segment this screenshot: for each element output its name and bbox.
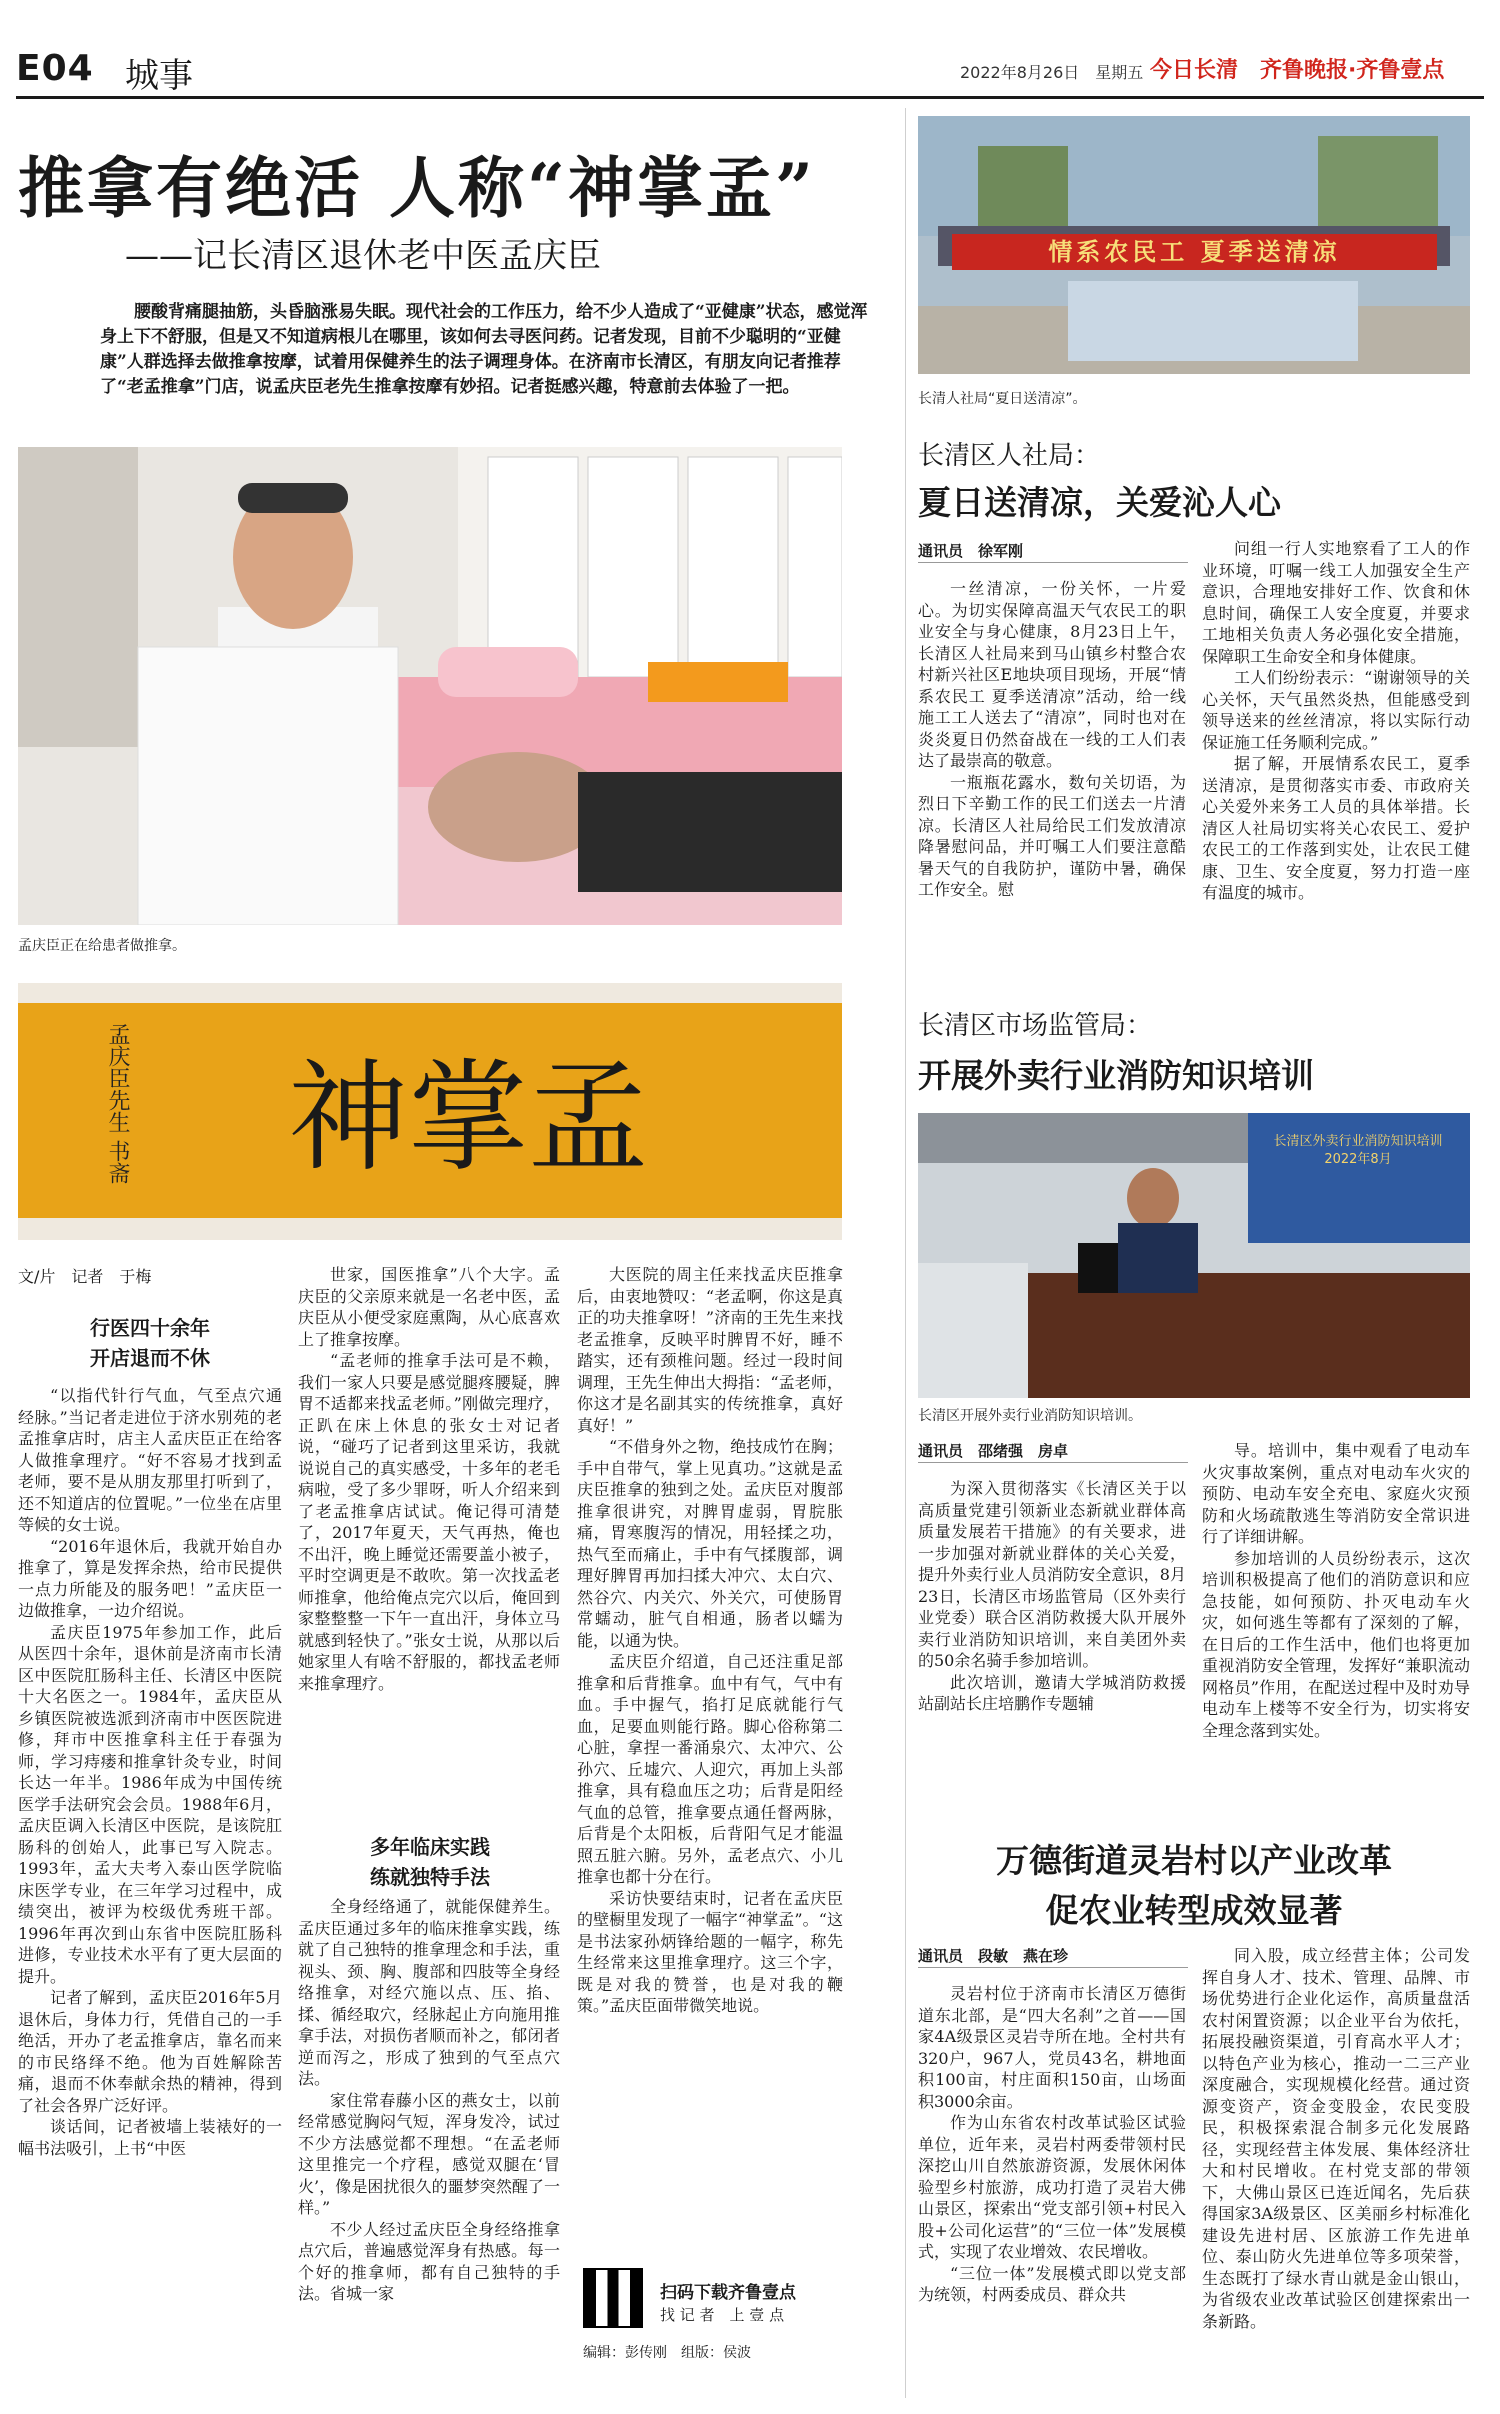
article2-kicker: 长清区市场监管局： [918,1011,1153,1041]
paragraph: 记者了解到，孟庆臣2016年5月退休后，身体力行，凭借自己的一手绝活，开办了老孟推拿店，靠名而来的市民络绎不绝。他为百姓解除苦痛，退而不休奉献余热的精神，得到了社会各界广泛好评。 [18,1988,282,2115]
article1-column-2 [1202,538,1470,968]
byline-rule [918,1967,1188,1968]
paragraph: 一丝清凉，一份关怀，一片爱心。为切实保障高温天气农民工的职业安全与身心健康，8月23日上午，长清区人社局来到马山镇乡村整合农村新兴社区E地块项目现场，开展“情系农民工 夏季送清凉”活动，给一线施工工人送去了“清凉”，同时也对在炎炎夏日仍然奋战在一线的工人们表达了最崇高的敬意。 [918,579,1186,770]
paragraph: 谈话间，记者被墙上装裱好的一幅书法吸引，上书“中医 [18,2117,282,2158]
article3-byline: 通讯员 段敏 燕在珍 [918,1947,1069,1965]
article2-byline: 通讯员 邵绪强 房卓 [918,1442,1069,1460]
paragraph: 作为山东省农村改革试验区试验单位，近年来，灵岩村两委带领村民深挖山川自然旅游资源，发展休闲体验型乡村旅游，成功打造了灵岩大佛山景区，探索出“党支部引领+村民入股+公司化运营”的“三位一体”发展模式，实现了农业增效、农民增收。 [918,2113,1186,2261]
column-divider [905,108,906,2398]
article2-headline: 开展外卖行业消防知识培训 [918,1056,1314,1095]
paragraph: 家住常春藤小区的燕女士，以前经常感觉胸闷气短，浑身发冷，试过不少方法感觉都不理想。“在孟老师这里推完一个疗程，感觉双腿在‘冒火’，像是困扰很久的噩梦突然醒了一样。” [298,2090,560,2217]
paragraph: 据了解，开展情系农民工，夏季送清凉，是贯彻落实市委、市政府关心关爱外来务工人员的具体举措。长清区人社局切实将关心农民工、爱护农民工的工作落到实处，让农民工健康、卫生、安全度夏，努力打造一座有温度的城市。 [1202,754,1470,902]
paragraph: 孟庆臣介绍道，自己还注重足部推拿和后背推拿。血中有气，气中有血。手中握气，掐打足底就能行气血，足要血则能行路。脚心俗称第二心脏，拿捏一番涌泉穴、太冲穴、公孙穴、丘墟穴、人迎穴，再加上头部推拿，具有稳血压之功；后背是阳经气血的总管，推拿要点通任督两脉，后背是个太阳板，后背阳气足才能温照五脏六腑。另外，孟老点穴、小儿推拿也都十分在行。 [577,1652,843,1886]
massage-photo [18,447,842,925]
article3-column-2 [1202,1945,1470,2403]
paragraph: 一瓶瓶花露水，数句关切语，为烈日下辛勤工作的民工们送去一片清凉。长清区人社局给民工们发放清凉降暑慰问品，并叮嘱工人们要注意酷暑天气的自我防护，谨防中暑，确保工作安全。慰 [918,772,1186,899]
main-headline: 推拿有绝活 人称“神掌孟” [18,149,816,227]
brand-logo: 今日长清 齐鲁晚报·齐鲁壹点 [1150,58,1445,83]
editor-credit: 编辑：彭传刚 组版：侯波 [583,2345,751,2361]
training-photo-caption: 长清区开展外卖行业消防知识培训。 [918,1408,1142,1424]
paragraph: 不少人经过孟庆臣全身经络推拿点穴后，普遍感觉浑身有热感。每一个好的推拿师，都有自己独特的手法。省城一家 [298,2219,560,2303]
paragraph: 参加培训的人员纷纷表示，这次培训积极提高了他们的消防意识和应急技能，如何预防、扑灭电动车火灾，如何逃生等都有了深刻的了解，在日后的工作生活中，他们也将更加重视消防安全管理，发挥好“兼职流动网格员”作用，在配送过程中及时劝导电动车上楼等不安全行为，切实将安全理念落到实处。 [1202,1548,1470,1740]
main-byline: 文/片 记者 于梅 [18,1267,152,1286]
article1-column-1 [918,578,1186,968]
training-photo [918,1113,1470,1398]
paragraph: 采访快要结束时，记者在孟庆臣的壁橱里发现了一幅字“神掌孟”。“这是书法家孙炳锋给题的一幅字，称先生经常来这里推拿理疗。这三个字，既是对我的赞誉，也是对我的鞭策。”孟庆臣面带微笑地说。 [577,1888,843,2015]
calligraphy-inscription: 孟庆臣先生 书斋 [105,1023,130,1184]
page-number: E04 [16,48,94,89]
paragraph: 同入股，成立经营主体；公司发挥自身人才、技术、管理、品牌、市场优势进行企业化运作，高质量盘活农村闲置资源；以企业平台为依托，拓展投融资渠道，引育高水平人才；以特色产业为核心，推动一二三产业深度融合，实现规模化经营。通过资源变资产，资金变股金，农民变股民，积极探索混合制多元化发展路径，实现经营主体发展、集体经济壮大和村民增收。在村党支部的带领下，大佛山景区已连近闻名，先后获得国家3A级景区、区美丽乡村标准化建设先进村居、区旅游工作先进单位、泰山防火先进单位等多项荣誉，生态既打了绿水青山就是金山银山，为省级农业改革试验区创建探索出一条新路。 [1202,1946,1470,2331]
paragraph: 灵岩村位于济南市长清区万德街道东北部，是“四大名刹”之首——国家4A级景区灵岩寺所在地。全村共有320户，967人，党员43名，耕地面积100亩，村庄面积150亩，山场面积3000余亩。 [918,1984,1186,2111]
paragraph: “三位一体”发展模式即以党支部为统领，村两委成员、群众共 [918,2263,1186,2304]
article1-headline: 夏日送清凉，关爱沁人心 [918,483,1281,522]
paragraph: “2016年退休后，我就开始自办推拿了，算是发挥余热，给市民提供一点力所能及的服务吧！”孟庆臣一边做推拿，一边介绍说。 [18,1536,282,1620]
paragraph: “不借身外之物，绝技成竹在胸；手中自带气，掌上见真功。”这就是孟庆臣推拿的独到之处。孟庆臣对腹部推拿很讲究，对脾胃虚弱，胃脘胀痛，胃寒腹泻的情况，用轻揉之功，热气至而痛止，手中有气揉腹部，调理好脾胃再加扫揉大冲穴、太白穴、然谷穴、内关穴、外关穴，可使肠胃常蠕动，脏气自相通，肠者以蠕为能，以通为快。 [577,1437,843,1650]
header-rule [16,96,1484,99]
qr-code-icon[interactable] [583,2268,643,2328]
calligraphy-photo [18,983,842,1240]
article3-column-1 [918,1983,1186,2403]
paragraph: 全身经络通了，就能保健养生。孟庆臣通过多年的临床推拿实践，练就了自己独特的推拿理念和手法，重视头、颈、胸、腹部和四肢等全身经络推拿，对经穴施以点、压、掐、揉、循经取穴，经脉起止方向施用推拿手法，对损伤者顺而补之，郁闭者逆而泻之，形成了独到的气至点穴法。 [298,1897,560,2088]
section-name: 城事 [125,56,193,96]
main-column-2 [298,1264,560,1814]
qr-label: 扫码下载齐鲁壹点 [660,2283,796,2303]
paragraph: 大医院的周主任来找孟庆臣推拿后，由衷地赞叹：“老孟啊，你这是真正的功夫推拿呀！”济南的王先生来找老孟推拿，反映平时脾胃不好，睡不踏实，还有颈椎问题。经过一段时间调理，王先生伸出大拇指：“孟老师，你这才是名副其实的传统推拿，真好真好！” [577,1265,843,1435]
article2-column-2 [1202,1440,1470,1818]
article2-column-1 [918,1478,1186,1818]
subhead-2: 多年临床实践 练就独特手法 [370,1835,490,1889]
paragraph: 导。培训中，集中观看了电动车火灾事故案例，重点对电动车火灾的预防、电动车安全充电、家庭火灾预防和火场疏散逃生等消防安全常识进行了详细讲解。 [1202,1441,1470,1546]
main-column-1 [18,1385,282,2400]
paragraph: “孟老师的推拿手法可是不赖，我们一家人只要是感觉腿疼腰疑，脾胃不适都来找孟老师。”刚做完理疗，正趴在床上休息的张女士对记者说，“碰巧了记者到这里采访，我就说说自己的真实感受，十多年的老毛病啦，受了多少罪呀，听人介绍来到了老孟推拿店试试。俺记得可清楚了，2017年夏天，天气再热，俺也不出汗，晚上睡觉还需要盖小被子，平时空调更是不敢吹。第一次找孟老师推拿，他给俺点完穴以后，俺回到家整整整一下午一直出汗，身体立马就感到轻快了。”张女士说，从那以后她家里人有啥不舒服的，都找孟老师来推拿理疗。 [298,1351,560,1693]
main-subheadline: ——记长清区退休老中医孟庆臣 [125,236,601,276]
calligraphy-characters: 神掌孟 [288,1049,648,1188]
issue-date: 2022年8月26日 星期五 [960,63,1144,82]
byline-rule [918,562,1188,563]
paragraph: “以指代针行气血，气至点穴通经脉。”当记者走进位于济水别苑的老孟推拿店时，店主人孟庆臣正在给客人做推拿理疗。“好不容易才找到孟老师，要不是从朋友那里打听到了，还不知道店的位置呢。”一位坐在店里等候的女士说。 [18,1386,282,1534]
massage-photo-caption: 孟庆臣正在给患者做推拿。 [18,938,186,954]
subhead-1: 行医四十余年 开店退而不休 [90,1316,210,1370]
lead-paragraph: 腰酸背痛腿抽筋，头昏脑涨易失眠。现代社会的工作压力，给不少人造成了“亚健康”状态，感觉浑身上下不舒服，但是又不知道病根儿在哪里，该如何去寻医问药。记者发现，目前不少聪明的“亚健康”人群选择去做推拿按摩，试着用保健养生的法子调理身体。在济南市长清区，有朋友向记者推荐了“老孟推拿”门店，说孟庆臣老先生推拿按摩有妙招。记者挺感兴趣，特意前去体验了一把。 [100,302,868,397]
paragraph: 工人们纷纷表示：“谢谢领导的关心关怀，天气虽然炎热，但能感受到领导送来的丝丝清凉，将以实际行动保证施工任务顺利完成。” [1202,668,1470,752]
article1-kicker: 长清区人社局： [918,441,1101,471]
summer-cooling-photo [918,116,1470,374]
paragraph: 为深入贯彻落实《长清区关于以高质量党建引领新业态新就业群体高质量发展若干措施》的有关要求，进一步加强对新就业群体的关心关爱，提升外卖行业人员消防安全意识，8月23日，长清区市场监管局（区外卖行业党委）联合区消防救援大队开展外卖行业消防知识培训，来自美团外卖的50余名骑手参加培训。 [918,1479,1186,1670]
paragraph: 问组一行人实地察看了工人的作业环境，叮嘱一线工人加强安全生产意识，合理地安排好工作、饮食和休息时间，确保工人安全度夏，并要求工地相关负责人务必强化安全措施，保障职工生命安全和身体健康。 [1202,539,1470,666]
qr-sublabel: 找 记 者 上 壹 点 [660,2306,785,2324]
article1-byline: 通讯员 徐军刚 [918,542,1024,560]
byline-rule [918,1462,1188,1463]
article3-headline: 万德街道灵岩村以产业改革 促农业转型成效显著 [996,1841,1392,1930]
main-column-3 [577,1264,843,2256]
paragraph: 此次培训，邀请大学城消防救援站副站长庄培鹏作专题辅 [918,1672,1186,1713]
event-banner: 情系农民工 夏季送清凉 [952,234,1437,270]
paragraph: 孟庆臣1975年参加工作，此后从医四十余年，退休前是济南市长清区中医院肛肠科主任、长清区中医院十大名医之一。1984年，孟庆臣从乡镇医院被选派到济南市中医医院进修，拜市中医推拿科主任于春强为师，学习痔瘘和推拿针灸专业，时间长达一年半。1986年成为中国传统医学手法研究会会员。1988年6月，孟庆臣调入长清区中医院，是该院肛肠科的创始人，此事已写入院志。1993年，孟大夫考入泰山医学院临床医学专业，在三年学习过程中，成绩突出，被评为校级优秀班干部。1996年再次到山东省中医院肛肠科进修，专业技术水平有了更大层面的提升。 [18,1622,282,1986]
paragraph: 世家，国医推拿”八个大字。孟庆臣的父亲原来就是一名老中医，孟庆臣从小便受家庭熏陶，从心底喜欢上了推拿按摩。 [298,1265,560,1349]
training-screen-text: 长清区外卖行业消防知识培训 2022年8月 [1273,1134,1443,1167]
main-column-2b [298,1896,560,2401]
summer-photo-caption: 长清人社局“夏日送清凉”。 [918,391,1087,407]
